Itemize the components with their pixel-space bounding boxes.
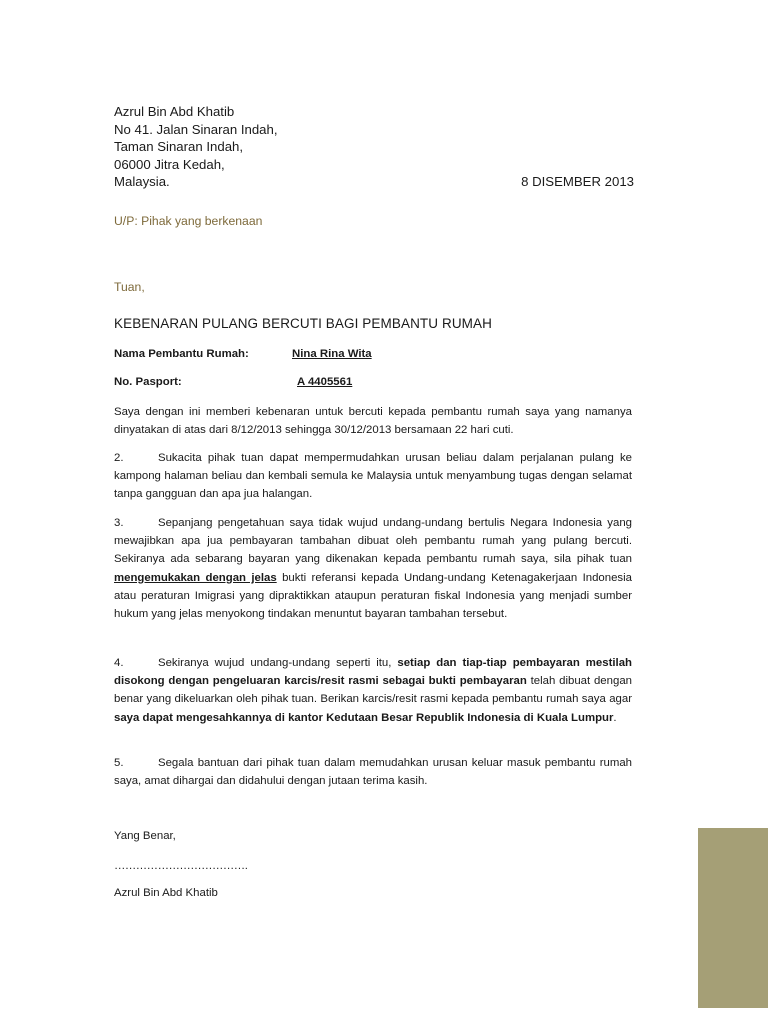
sender-country: Malaysia. <box>114 174 170 189</box>
paragraph-5 <box>114 754 632 790</box>
paragraph-2-text: Sukacita pihak tuan dapat mempermudahkan urusan beliau dalam perjalanan pulang ke kampong halaman beliau dan kembali semula ke Malaysia untuk menyambung tugas dengan selamat tanpa gangguan dan apa jua halangan. <box>114 452 632 501</box>
paragraph-3 <box>114 514 632 623</box>
paragraph-1: Saya dengan ini memberi kebenaran untuk bercuti kepada pembantu rumah saya yang namanya dinyatakan di atas dari 8/12/2013 sehingga 30/12/2013 bersamaan 22 hari cuti. <box>114 406 632 437</box>
signatory-name: Azrul Bin Abd Khatib <box>114 887 218 899</box>
maid-name-value: Nina Rina Wita <box>292 348 372 360</box>
paragraph-4 <box>114 654 632 727</box>
closing-phrase: Yang Benar, <box>114 830 176 842</box>
paragraph-2-number: 2. <box>114 452 124 464</box>
passport-label: No. Pasport: <box>114 376 182 388</box>
attention-line: U/P: Pihak yang berkenaan <box>114 214 263 228</box>
decorative-olive-block <box>698 828 768 1008</box>
sender-address-block <box>114 103 634 191</box>
sender-address-line-1: No 41. Jalan Sinaran Indah, <box>114 121 278 137</box>
paragraph-3-text-a: Sepanjang pengetahuan saya tidak wujud undang-undang bertulis Negara Indonesia yang mewajibkan apa jua pembayaran tambahan dibuat oleh pembantu rumah yang pulang bercuti. Sekiranya ada sebarang bayaran yang dikenakan kepada pembantu rumah saya, sila pihak tuan <box>114 517 632 566</box>
maid-name-label: Nama Pembantu Rumah: <box>114 348 249 360</box>
letter-date: 8 DISEMBER 2013 <box>521 174 634 189</box>
passport-field <box>114 376 352 388</box>
paragraph-5-number: 5. <box>114 757 124 769</box>
paragraph-4-text-b: telah dibuat dengan benar yang dikeluarkan oleh pihak tuan. Berikan karcis/resit rasmi kepada pembantu rumah saya agar <box>114 675 632 706</box>
paragraph-4-text-a: Sekiranya wujud undang-undang seperti itu, <box>158 657 398 669</box>
paragraph-2 <box>114 449 632 504</box>
paragraph-4-text-c: . <box>613 711 617 724</box>
salutation: Tuan, <box>114 280 145 294</box>
sender-address-line-2: Taman Sinaran Indah, <box>114 139 244 154</box>
paragraph-5-text: Segala bantuan dari pihak tuan dalam memudahkan urusan keluar masuk pembantu rumah saya, amat dihargai dan didahului dengan jutaan terima kasih. <box>114 757 632 788</box>
passport-value: A 4405561 <box>297 376 353 388</box>
maid-name-field <box>114 348 372 360</box>
sender-address-line-3: 06000 Jitra Kedah, <box>114 156 225 172</box>
sender-name: Azrul Bin Abd Khatib <box>114 104 235 119</box>
paragraph-3-text-b: bukti referansi kepada Undang-undang Ketenagakerjaan Indonesia atau peraturan Imigrasi yang dipraktikkan ataupun peraturan fiskal Indonesia yang menjadi sumber hukum yang jelas menyokong tindakan menuntut bayaran tambahan tersebut. <box>114 571 632 621</box>
signature-line: ………………………………. <box>114 860 248 872</box>
paragraph-4-bold-2: saya dapat mengesahkannya di kantor Kedutaan Besar Republik Indonesia di Kuala Lumpur <box>114 711 614 724</box>
letter-subject: KEBENARAN PULANG BERCUTI BAGI PEMBANTU RUMAH <box>114 316 492 331</box>
paragraph-4-bold-1: setiap dan tiap-tiap pembayaran mestilah disokong dengan pengeluaran karcis/resit rasmi sebagai bukti pembayaran <box>114 657 632 688</box>
paragraph-4-number: 4. <box>114 657 124 669</box>
paragraph-3-number: 3. <box>114 517 124 529</box>
paragraph-3-emphasis: mengemukakan dengan jelas <box>114 571 277 584</box>
